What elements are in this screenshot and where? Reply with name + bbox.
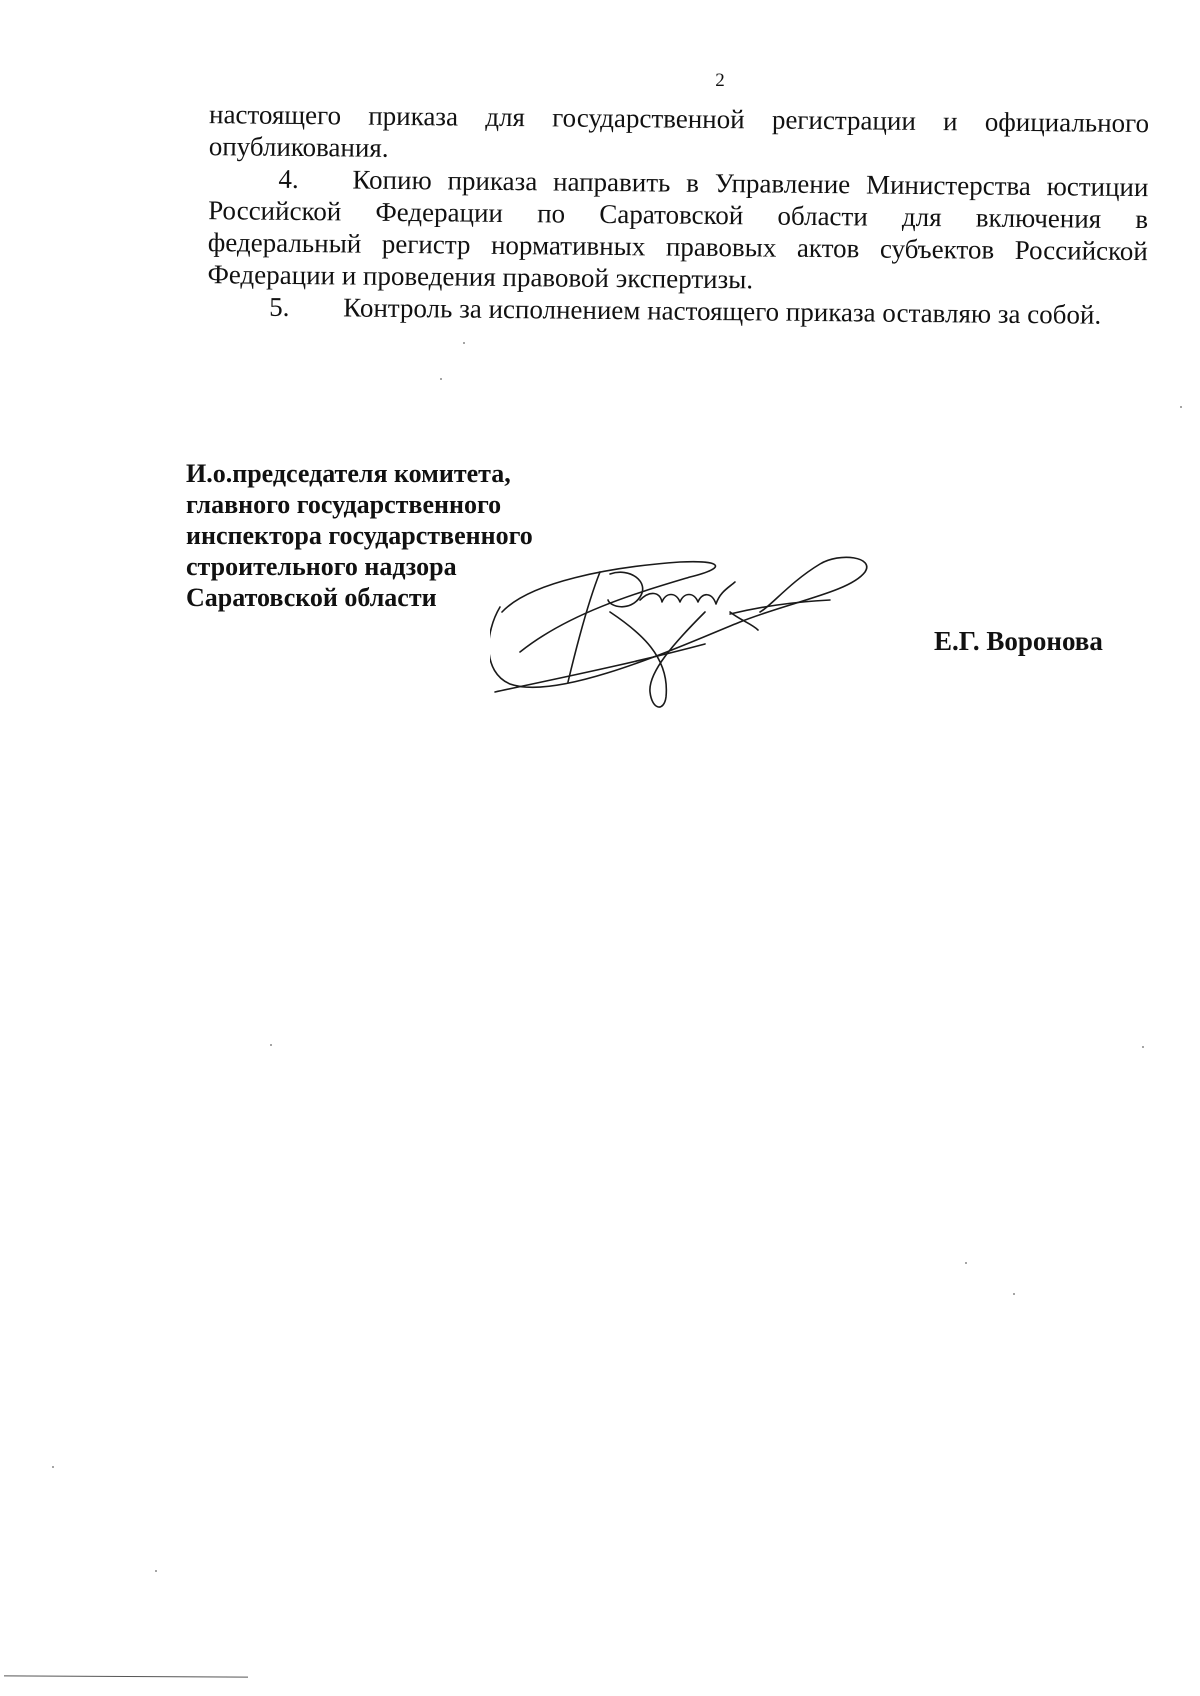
scan-speck — [52, 1466, 54, 1468]
paragraph-line: Контроль за исполнением настоящего приказа оставляю за собой. — [343, 292, 1102, 330]
signatory-title-line: строительного надзора — [186, 552, 457, 581]
page-number: 2 — [715, 70, 725, 91]
scan-speck — [440, 378, 442, 380]
paragraph-line: Федерации и проведения правовой экспертизы. — [207, 259, 754, 295]
item-number: 5. — [269, 291, 290, 322]
paragraph-line: настоящего приказа для государственной регистрации и официального — [208, 99, 1150, 139]
handwritten-signature-icon — [490, 552, 910, 722]
scan-speck — [155, 1570, 157, 1572]
scan-speck — [463, 342, 465, 344]
signatory-title-line: инспектора государственного — [186, 521, 533, 550]
signatory-title-line: И.о.председателя комитета, — [186, 459, 511, 488]
paragraph-line: Российской Федерации по Саратовской области для включения в — [208, 195, 1149, 235]
scan-speck — [270, 1044, 272, 1046]
scan-speck — [1180, 406, 1182, 408]
signatory-title-line: Саратовской области — [186, 583, 437, 612]
scan-speck — [1013, 1293, 1015, 1295]
paragraph-line: опубликования. — [208, 131, 389, 163]
scan-speck — [965, 1262, 967, 1264]
scan-speck — [1142, 1046, 1144, 1048]
paragraph-line: Копию приказа направить в Управление Министерства юстиции — [352, 164, 1149, 203]
scan-edge-line — [4, 1675, 248, 1677]
signatory-name: Е.Г. Воронова — [934, 626, 1103, 656]
signatory-title-line: главного государственного — [186, 490, 502, 519]
item-number: 4. — [278, 163, 299, 195]
paragraph-line: федеральный регистр нормативных правовых актов субъектов Российской — [207, 227, 1148, 267]
